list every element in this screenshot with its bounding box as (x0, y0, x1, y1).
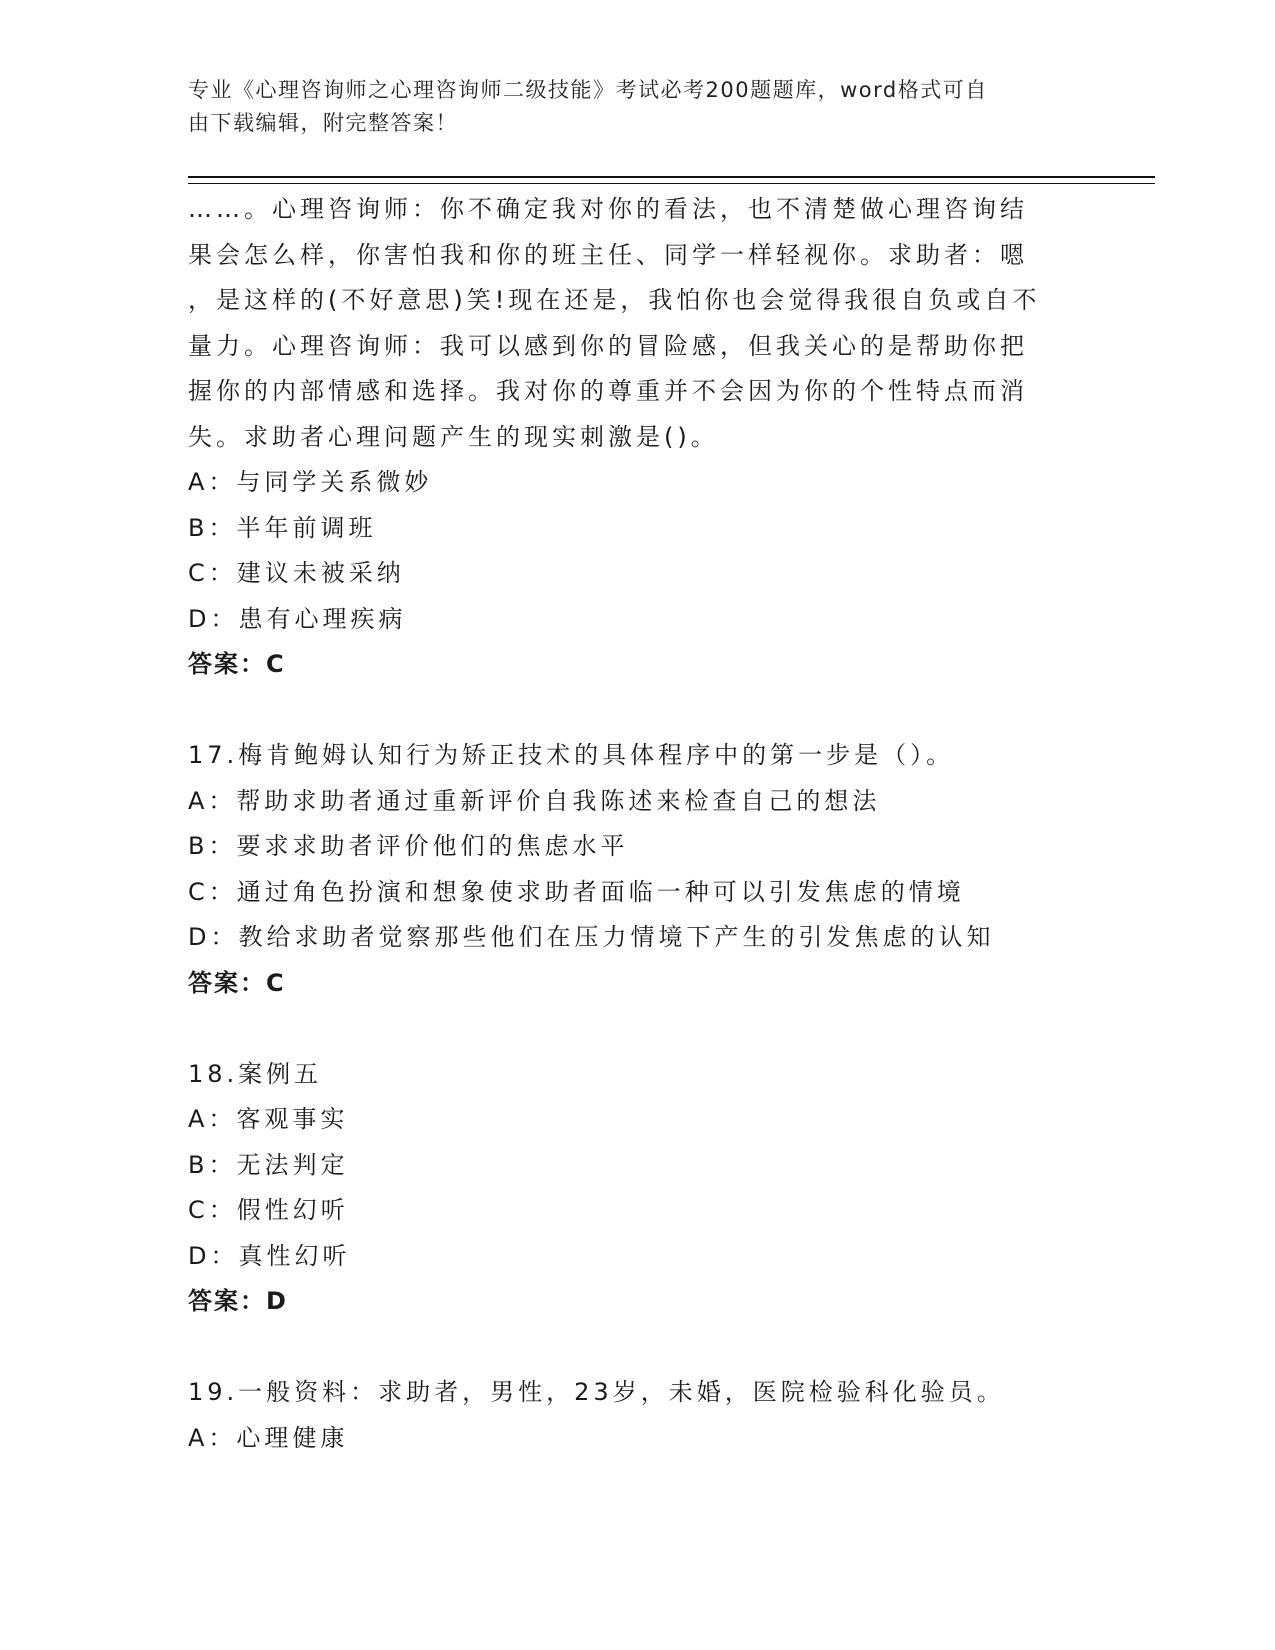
question-18 (188, 1052, 1088, 1325)
option-b: B：无法判定 (188, 1150, 349, 1179)
option-c: C：建议未被采纳 (188, 559, 405, 587)
header-line-1: 专业《心理咨询师之心理咨询师二级技能》考试必考200题题库，word格式可自 (188, 78, 988, 102)
option-a: A：与同学关系微妙 (188, 468, 433, 496)
option-c: C：通过角色扮演和想象使求助者面临一种可以引发焦虑的情境 (188, 877, 965, 906)
option-d: D：患有心理疾病 (188, 604, 407, 633)
question-stem-line: ……。心理咨询师：你不确定我对你的看法，也不清楚做心理咨询结 (188, 195, 1028, 223)
document-header (188, 74, 1068, 140)
option-b: B：要求求助者评价他们的焦虑水平 (188, 832, 629, 860)
answer-label: 答案：D (188, 1287, 288, 1315)
option-a: A：客观事实 (188, 1105, 349, 1133)
header-rule-thin (188, 183, 1155, 184)
spacer (188, 688, 1088, 734)
question-stem-line: 果会怎么样，你害怕我和你的班主任、同学一样轻视你。求助者：嗯 (188, 240, 1028, 269)
header-line-2: 由下载编辑，附完整答案！ (188, 111, 458, 135)
question-19 (188, 1370, 1088, 1461)
question-stem: 17.梅肯鲍姆认知行为矫正技术的具体程序中的第一步是（）。 (188, 741, 955, 769)
answer-label: 答案：C (188, 650, 286, 678)
option-d: D：真性幻听 (188, 1241, 351, 1270)
option-a: A：心理健康 (188, 1423, 349, 1452)
option-b: B：半年前调班 (188, 513, 377, 542)
question-stem-line: ，是这样的(不好意思)笑!现在还是，我怕你也会觉得我很自负或自不 (188, 286, 1041, 314)
spacer (188, 1006, 1088, 1052)
option-a: A：帮助求助者通过重新评价自我陈述来检查自己的想法 (188, 786, 881, 815)
question-17 (188, 733, 1088, 1006)
question-stem: 19.一般资料：求助者，男性，23岁，未婚，医院检验科化验员。 (188, 1378, 1005, 1406)
question-16 (188, 187, 1088, 688)
question-list (188, 187, 1088, 1461)
question-stem: 18.案例五 (188, 1059, 323, 1088)
answer-label: 答案：C (188, 968, 286, 997)
header-rule-thick (188, 176, 1155, 178)
spacer (188, 1325, 1088, 1371)
question-stem-line: 握你的内部情感和选择。我对你的尊重并不会因为你的个性特点而消 (188, 377, 1028, 405)
question-stem-line: 量力。心理咨询师：我可以感到你的冒险感，但我关心的是帮助你把 (188, 331, 1028, 360)
option-d: D：教给求助者觉察那些他们在压力情境下产生的引发焦虑的认知 (188, 923, 995, 951)
option-c: C：假性幻听 (188, 1196, 349, 1224)
question-stem-line: 失。求助者心理问题产生的现实刺激是()。 (188, 422, 719, 451)
